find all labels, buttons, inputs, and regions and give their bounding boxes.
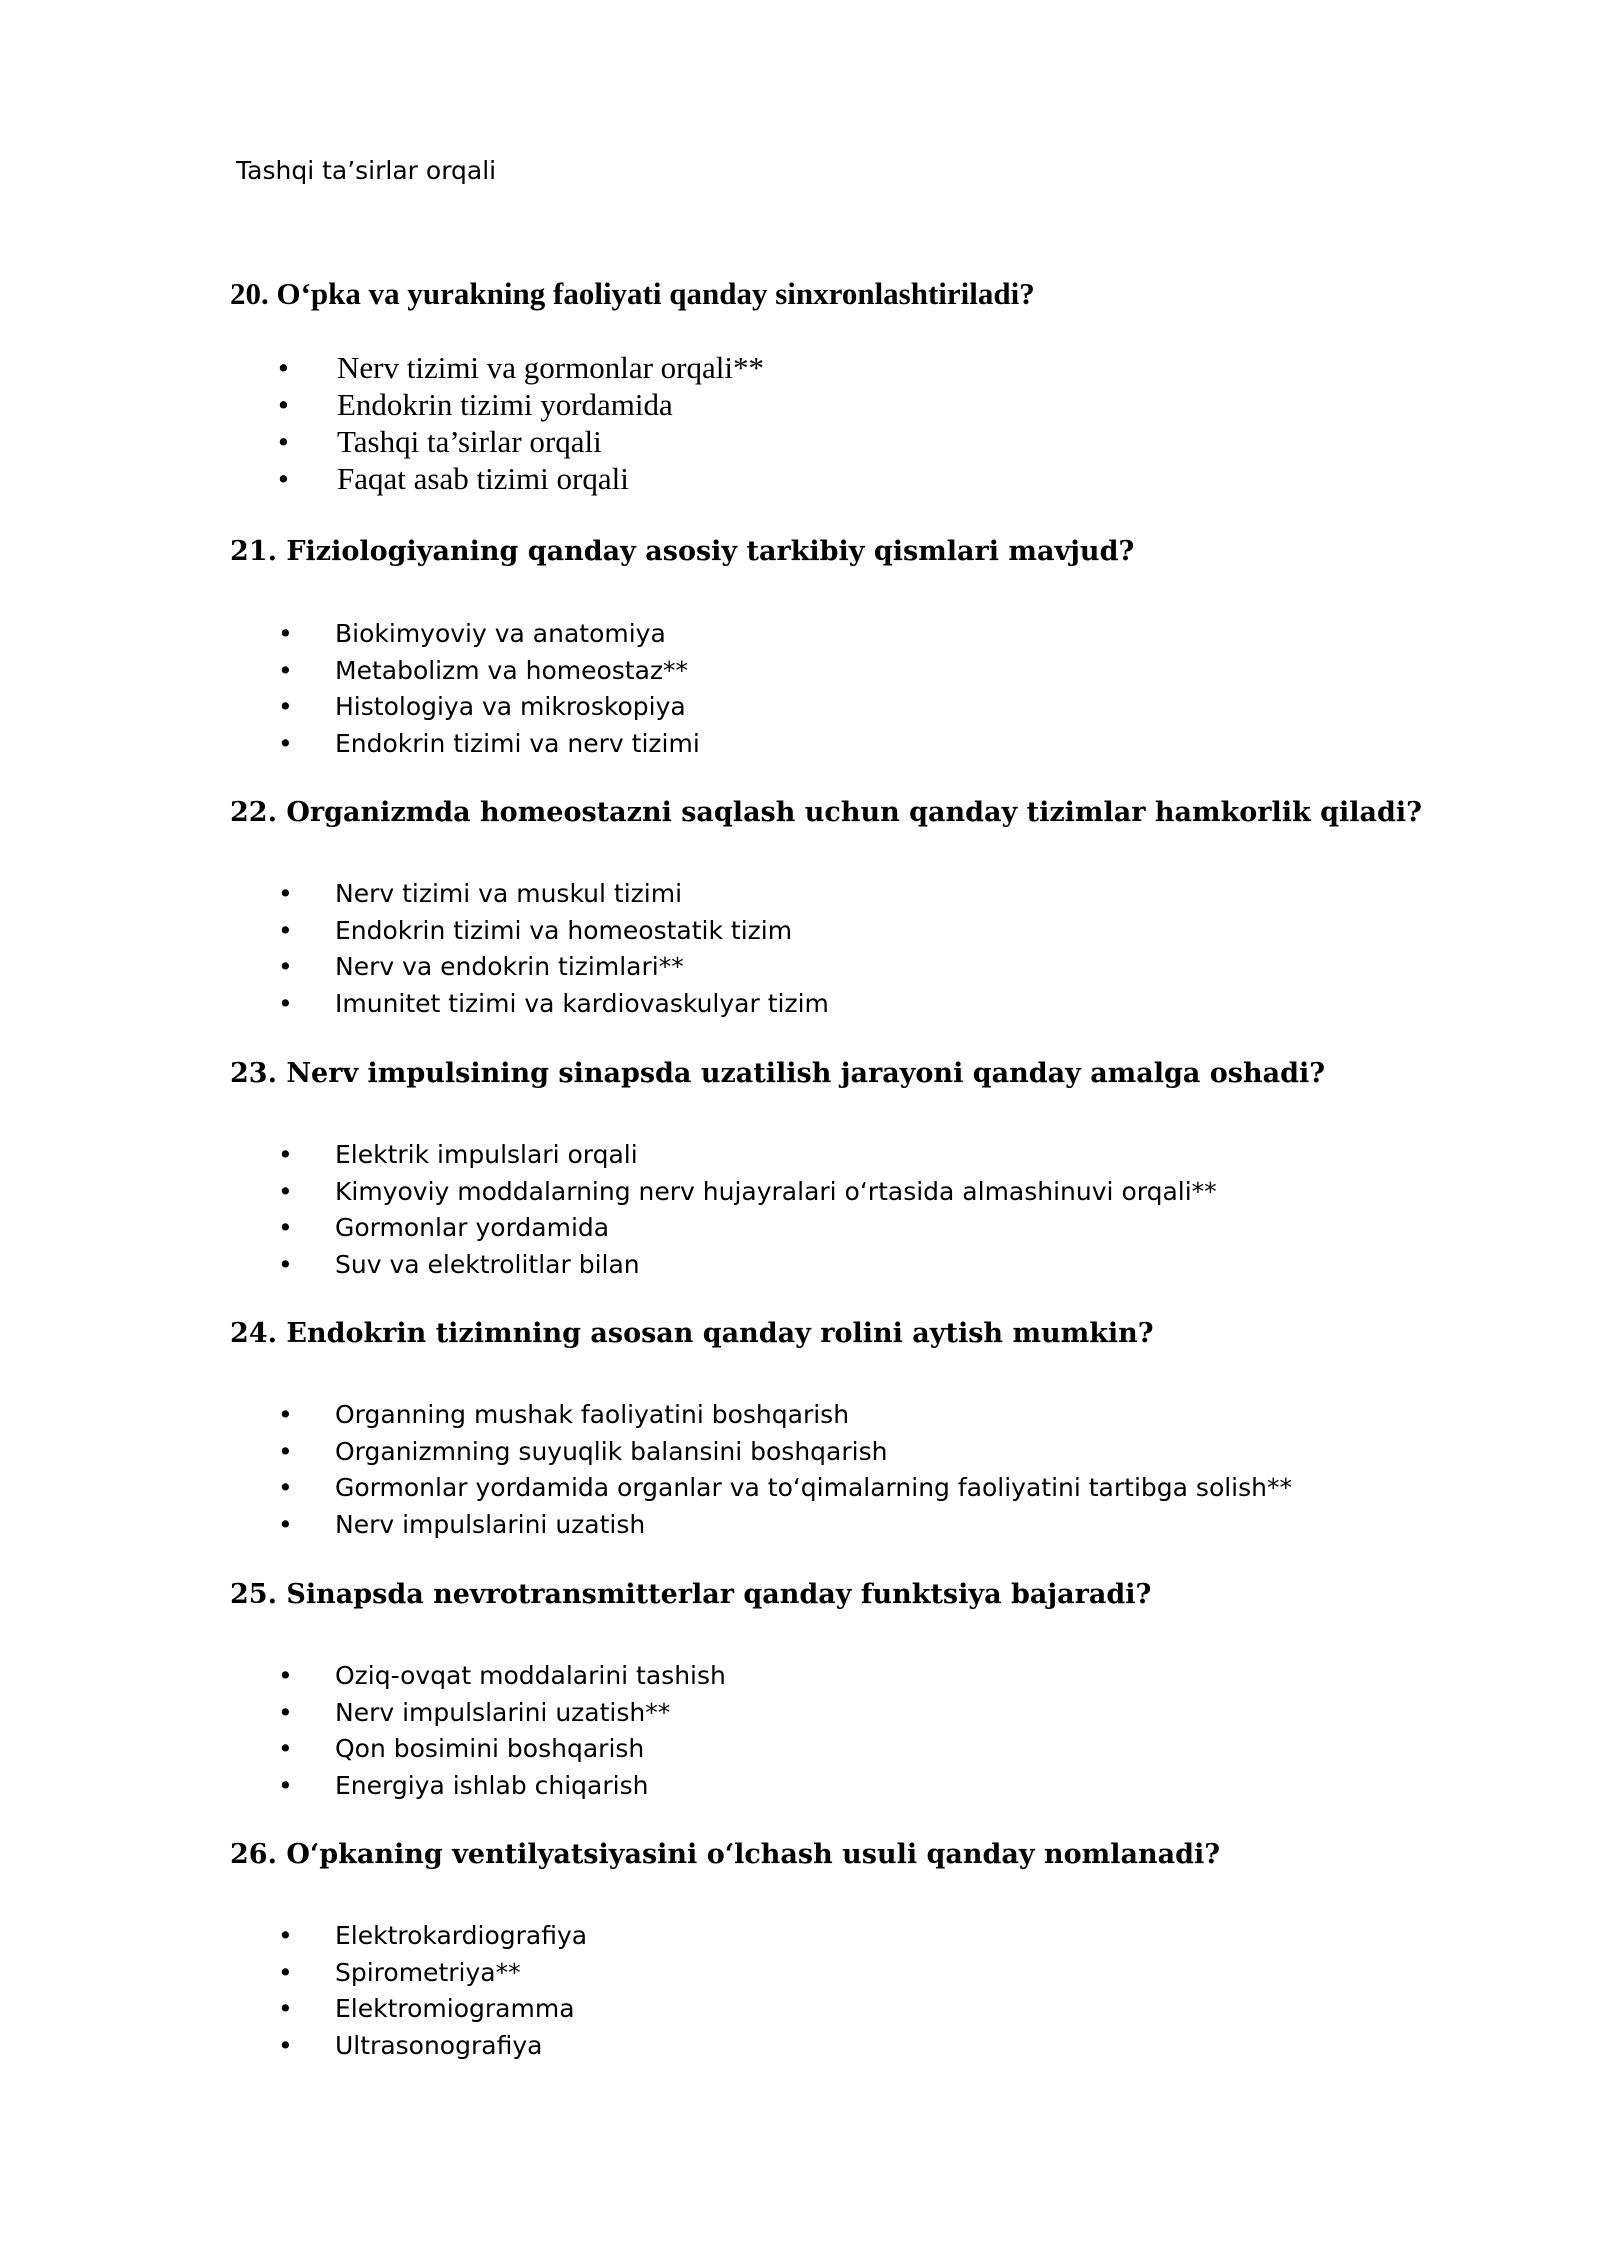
bullet-icon: • xyxy=(278,619,293,648)
bullet-icon: • xyxy=(278,1249,293,1279)
bullet-icon: • xyxy=(278,1473,293,1502)
bullet-icon: • xyxy=(278,1140,293,1169)
bullet-icon: • xyxy=(278,879,293,908)
document-page: Tashqi ta’sirlar orqali 20. O‘pka va yurakning faoliyati qanday sinxronlashtiriladi? • Nerv tizimi va gormonlar orqali** • Endokrin tizimi yordamida • Tashqi ta’sirlar orqali • Faqat asab tizimi orqali 21. Fiziologiyaning qanday asosiy tarkibiy qismlari mavjud? • Biokimyoviy va anatomiya • Metabolizm va homeostaz** • Histologiya va mikroskopiya • Endokrin tizimi va nerv tizimi 22. Organizmda homeostazni saqlash uchun qanday tizimlar hamkorlik qiladi? • Nerv tizimi va muskul tizimi • Endokrin tizimi va homeostatik tizim • Nerv va endokrin tizimlari** • Imunitet tizimi va kardiovaskulyar tizim 23. Nerv impulsining sinapsda uzatilish jarayoni qanday amalga oshadi? • Elektrik impulslari orqali • Kimyoviy moddalarning nerv hujayralari o‘rtasida almashinuvi orqali** • Gormonlar yordamida • Suv va elektrolitlar bilan 24. Endokrin tizimning asosan qanday rolini aytish mumkin? • Organning mushak faoliyatini boshqarish • Organizmning suyuqlik balansini boshqarish • Gormonlar yordamida organlar va to‘qimalarning faoliyatini tartibga solish** • Nerv impulslarini uzatish 25. Sinapsda nevrotransmitterlar qanday funktsiya bajaradi? • Oziq-ovqat moddalarini tashish • Nerv impulslarini uzatish** • Qon bosimini boshqarish • Energiya ishlab chiqarish 26. O‘pkaning ventilyatsiyasini o‘lchash usuli qanday nomlanadi? • Elektrokardiografiya • Spirometriya** • Elektromiogramma • Ultrasonografiya xyxy=(0,0,1600,2262)
question-title: 21. Fiziologiyaning qanday asosiy tarkibiy qismlari mavjud? xyxy=(230,536,1135,567)
bullet-icon: • xyxy=(278,692,293,721)
bullet-icon: • xyxy=(278,1921,293,1950)
bullet-icon: • xyxy=(278,387,289,422)
bullet-icon: • xyxy=(278,1697,293,1727)
bullet-icon: • xyxy=(278,1176,293,1206)
bullet-icon: • xyxy=(278,1994,293,2023)
bullet-icon: • xyxy=(278,728,293,758)
bullet-icon: • xyxy=(278,1436,293,1466)
bullet-icon: • xyxy=(278,1661,293,1690)
bullet-icon: • xyxy=(278,424,289,459)
bullet-icon: • xyxy=(278,1770,293,1800)
bullet-icon: • xyxy=(278,915,293,945)
bullet-icon: • xyxy=(278,1509,293,1539)
bullet-icon: • xyxy=(278,1400,293,1429)
bullet-icon: • xyxy=(278,350,289,385)
question-title: 26. O‘pkaning ventilyatsiyasini o‘lchash usuli qanday nomlanadi? xyxy=(230,1839,1221,1870)
question-title: 25. Sinapsda nevrotransmitterlar qanday funktsiya bajaradi? xyxy=(230,1579,1152,1610)
question-title: 24. Endokrin tizimning asosan qanday rolini aytish mumkin? xyxy=(230,1318,1154,1349)
bullet-icon: • xyxy=(278,461,289,496)
bullet-icon: • xyxy=(278,988,293,1018)
question-title: 20. O‘pka va yurakning faoliyati qanday sinxronlashtiriladi? xyxy=(230,276,1035,311)
bullet-icon: • xyxy=(278,1213,293,1242)
bullet-icon: • xyxy=(278,952,293,981)
bullet-icon: • xyxy=(278,1957,293,1987)
bullet-icon: • xyxy=(278,1734,293,1763)
question-title: 22. Organizmda homeostazni saqlash uchun qanday tizimlar hamkorlik qiladi? xyxy=(230,797,1422,828)
bullet-icon: • xyxy=(278,2030,293,2060)
question-title: 23. Nerv impulsining sinapsda uzatilish jarayoni qanday amalga oshadi? xyxy=(230,1058,1326,1089)
previous-answer-line: Tashqi ta’sirlar orqali xyxy=(236,156,497,185)
bullet-icon: • xyxy=(278,655,293,685)
